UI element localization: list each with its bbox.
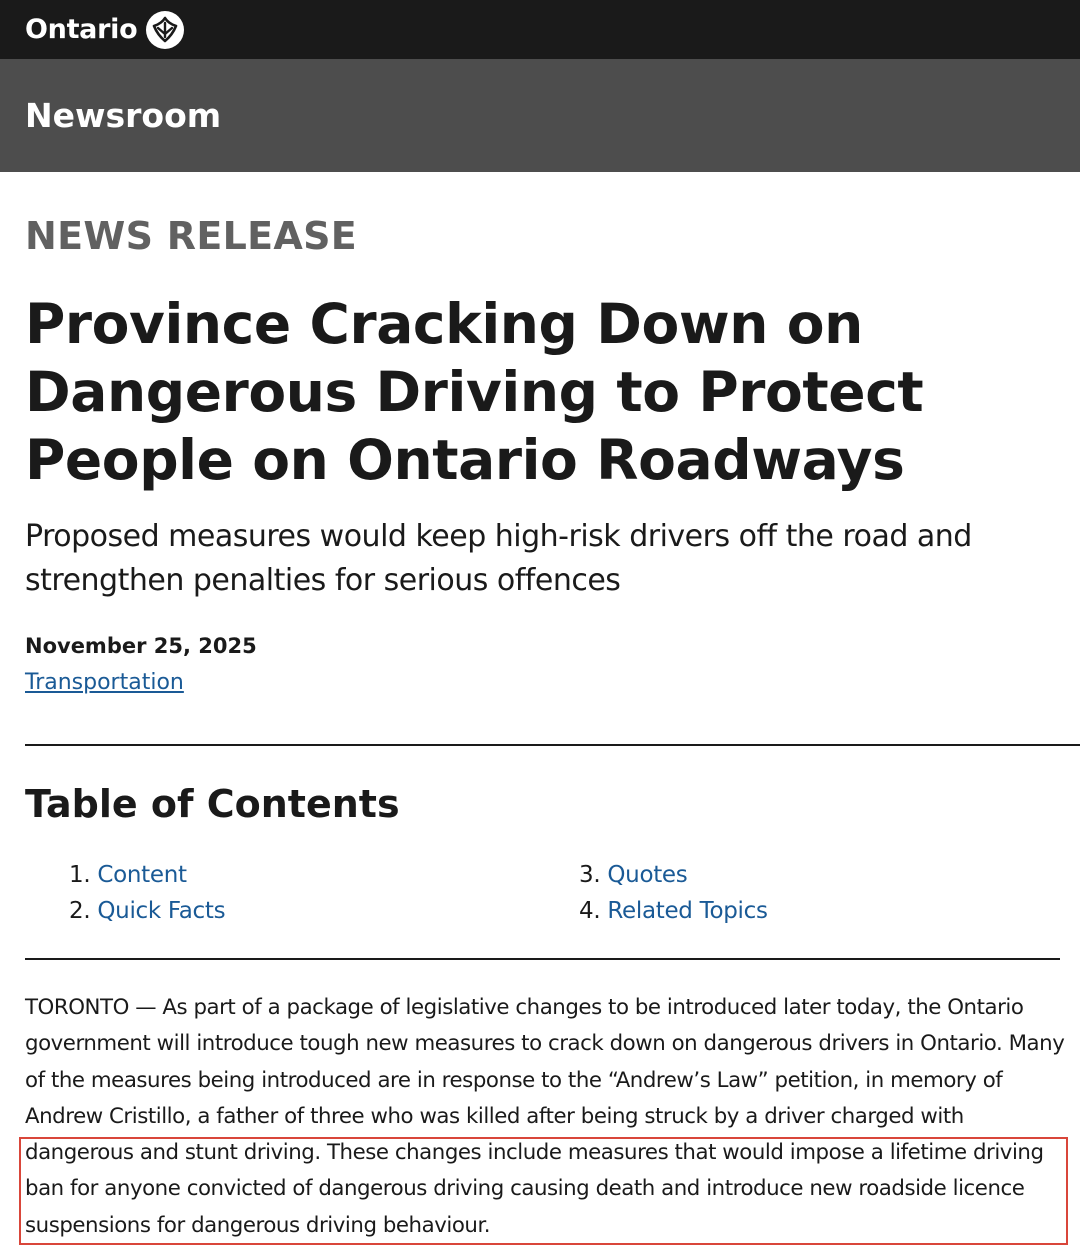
toc-item-number: 1. [69,862,98,888]
trillium-logo-icon[interactable] [145,10,185,50]
ontario-header [0,0,1080,59]
article-subheadline: Proposed measures would keep high-risk drivers off the road and strengthen penalties for serious offences [25,519,972,598]
toc-item-number: 3. [579,862,608,888]
release-date: November 25, 2025 [25,634,257,658]
toc-item-quotes [579,862,687,888]
toc-link-content[interactable]: Content [97,862,187,888]
toc-title: Table of Contents [25,782,400,826]
ontario-brand-link[interactable]: Ontario [25,14,138,45]
newsroom-link[interactable]: Newsroom [25,96,222,135]
toc-item-number: 4. [579,898,608,924]
article-body-paragraph: TORONTO — As part of a package of legislative changes to be introduced later today, the Ontario government will introduce tough new measures to crack down on dangerous drivers in Ontario. Many of the measures being introduced are in response to the “Andrew’s Law” petition, in memory of Andrew Cristillo, a father of three who was killed after being struck by a driver charged with dangerous and stunt driving. These changes include measures that would impose a lifetime driving ban for anyone convicted of dangerous driving causing death and introduce new roadside licence suspensions for dangerous driving behaviour. [25,995,1065,1238]
toc-link-related-topics[interactable]: Related Topics [607,898,768,924]
divider [25,958,1060,960]
article-headline: Province Cracking Down on Dangerous Driving to Protect People on Ontario Roadways [25,292,924,492]
toc-item-number: 2. [69,898,98,924]
newsroom-bar [0,59,1080,172]
toc-link-quick-facts[interactable]: Quick Facts [97,898,226,924]
toc-link-quotes[interactable]: Quotes [607,862,688,888]
divider [25,744,1080,746]
toc-item-related-topics [579,898,768,924]
toc-item-content [69,862,187,888]
release-type-label: NEWS RELEASE [25,214,357,258]
topic-link-transportation[interactable]: Transportation [25,670,184,695]
toc-item-quick-facts [69,898,225,924]
